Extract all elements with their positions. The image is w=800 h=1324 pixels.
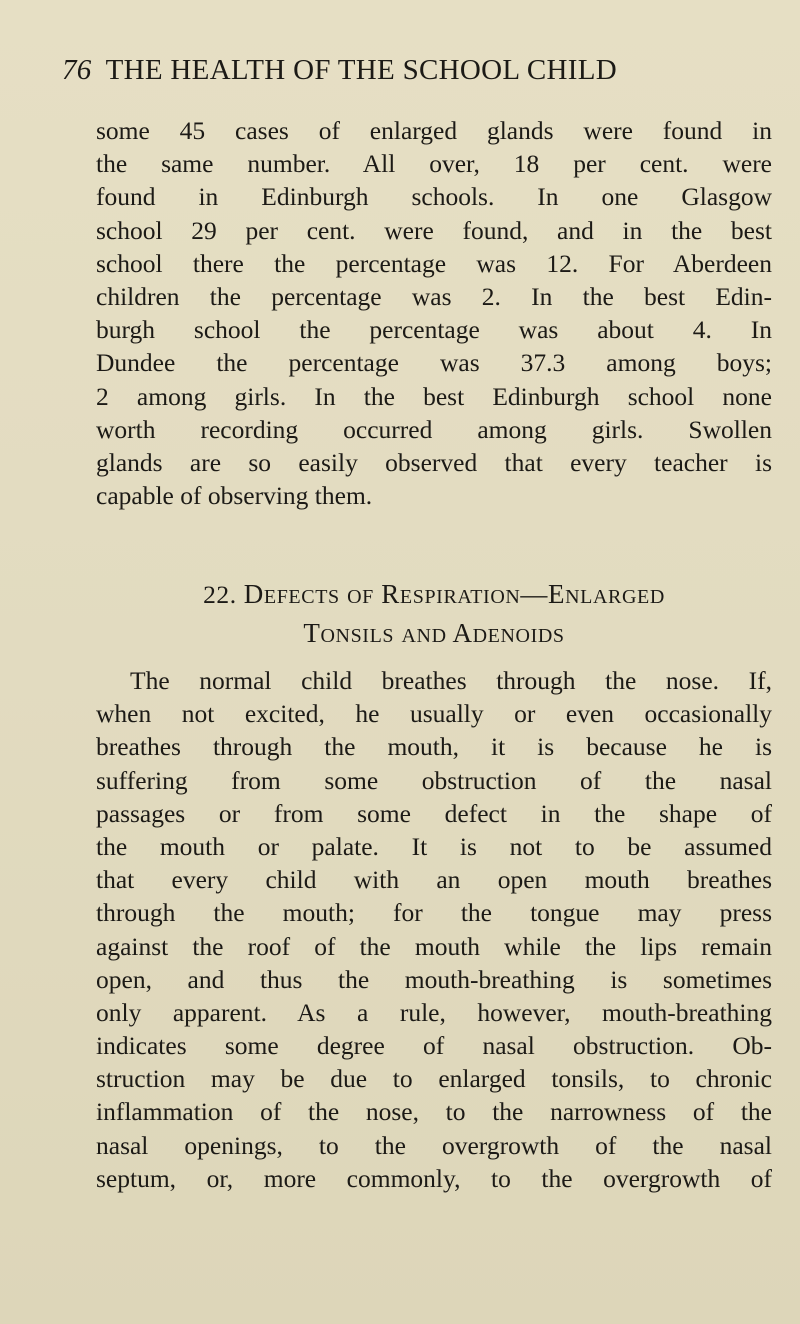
paragraph-respiration: [96, 664, 772, 1195]
paragraph-glands: [96, 114, 772, 512]
text-line: burgh school the percentage was about 4. In: [96, 315, 772, 345]
text-line: nasal openings, to the overgrowth of the nasal: [96, 1130, 772, 1160]
text-line: glands are so easily observed that every teacher is: [96, 447, 772, 477]
text-line: worth recording occurred among girls. Swollen: [96, 414, 772, 444]
text-line: against the roof of the mouth while the lips remain: [96, 931, 772, 961]
text-line: open, and thus the mouth-breathing is sometimes: [96, 964, 772, 994]
text-line: passages or from some defect in the shape of: [96, 798, 772, 828]
text-line: 2 among girls. In the best Edinburgh school none: [96, 381, 772, 411]
text-line: found in Edinburgh schools. In one Glasgow: [96, 182, 772, 212]
text-line: children the percentage was 2. In the best Edin-: [96, 281, 772, 311]
text-line: school there the percentage was 12. For Aberdeen: [96, 248, 772, 278]
section-title-line-2: TONSILS AND ADENOIDS: [303, 618, 565, 648]
text-line: inflammation of the nose, to the narrowness of the: [96, 1097, 772, 1127]
text-line: school 29 per cent. were found, and in the best: [96, 215, 772, 245]
text-line: the same number. All over, 18 per cent. were: [96, 149, 772, 179]
text-line: only apparent. As a rule, however, mouth-breathing: [96, 997, 772, 1027]
text-line: some 45 cases of enlarged glands were found in: [96, 116, 772, 145]
section-heading-line-1: [96, 576, 772, 615]
text-line: through the mouth; for the tongue may press: [96, 898, 772, 928]
section-title-line-1: DEFECTS OF RESPIRATION—ENLARGED: [243, 579, 665, 609]
section-heading-line-2: [96, 615, 772, 654]
text-line: capable of observing them.: [96, 481, 373, 511]
text-line: struction may be due to enlarged tonsils, to chronic: [96, 1064, 772, 1094]
text-line: the mouth or palate. It is not to be assumed: [96, 831, 772, 861]
running-header: [62, 54, 772, 87]
text-line: that every child with an open mouth breathes: [96, 865, 772, 895]
section-heading: [96, 576, 772, 654]
text-line: suffering from some obstruction of the nasal: [96, 765, 772, 795]
text-line: septum, or, more commonly, to the overgrowth of: [96, 1163, 772, 1193]
text-line: The normal child breathes through the nose. If,: [130, 666, 772, 695]
text-line: indicates some degree of nasal obstruction. Ob-: [96, 1031, 772, 1061]
section-number: 22.: [203, 580, 237, 609]
running-title: THE HEALTH OF THE SCHOOL CHILD: [105, 54, 617, 86]
text-line: Dundee the percentage was 37.3 among boys;: [96, 348, 772, 378]
text-line: breathes through the mouth, it is because he is: [96, 732, 772, 762]
page-number: 76: [62, 54, 92, 86]
text-line: when not excited, he usually or even occasionally: [96, 699, 772, 729]
